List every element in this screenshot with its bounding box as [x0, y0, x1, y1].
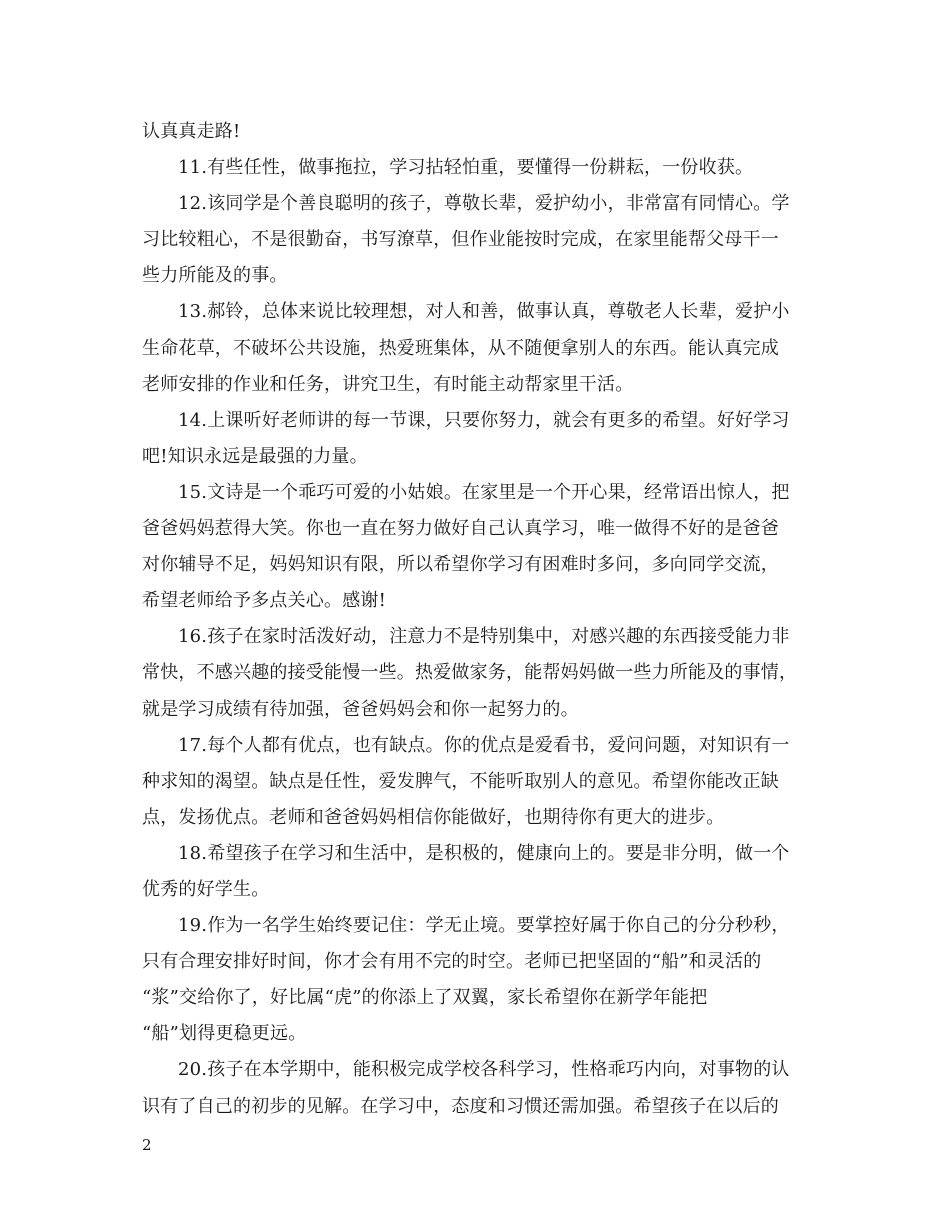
- text-line: 生命花草，不破坏公共设施，热爱班集体，从不随便拿别人的东西。能认真完成: [142, 337, 779, 359]
- text-line: 18.希望孩子在学习和生活中，是积极的，健康向上的。要是非分明，做一个: [178, 842, 790, 864]
- text-line: 16.孩子在家时活泼好动，注意力不是特别集中，对感兴趣的东西接受能力非: [178, 626, 790, 648]
- text-line: 习比较粗心，不是很勤奋，书写潦草，但作业能按时完成，在家里能帮父母干一: [142, 229, 779, 251]
- text-line: 19.作为一名学生始终要记住：学无止境。要掌控好属于你自己的分分秒秒，: [178, 915, 790, 937]
- text-line: 种求知的渴望。缺点是任性，爱发脾气，不能听取别人的意见。希望你能改正缺: [142, 770, 779, 792]
- page-number: 2: [142, 1136, 152, 1154]
- text-line: “船”划得更稳更远。: [142, 1023, 307, 1045]
- text-line: 些力所能及的事。: [142, 265, 288, 287]
- text-line: 优秀的好学生。: [142, 878, 270, 900]
- text-line: “浆”交给你了，好比属“虎”的你添上了双翼，家长希望你在新学年能把: [142, 987, 708, 1009]
- text-line: 对你辅导不足，妈妈知识有限，所以希望你学习有困难时多问，多向同学交流，: [142, 554, 779, 576]
- text-line: 17.每个人都有优点，也有缺点。你的优点是爱看书，爱问问题，对知识有一: [178, 734, 790, 756]
- text-line: 吧!知识永远是最强的力量。: [142, 445, 368, 467]
- text-line: 识有了自己的初步的见解。在学习中，态度和习惯还需加强。希望孩子在以后的: [142, 1095, 779, 1117]
- text-line: 认真真走路!: [142, 121, 241, 142]
- text-line: 点，发扬优点。老师和爸爸妈妈相信你能做好，也期待你有更大的进步。: [142, 806, 725, 828]
- text-line: 20.孩子在本学期中，能积极完成学校各科学习，性格乖巧内向，对事物的认: [178, 1059, 790, 1081]
- body-text: [142, 114, 812, 1125]
- text-line: 15.文诗是一个乖巧可爱的小姑娘。在家里是一个开心果，经常语出惊人，把: [178, 481, 790, 503]
- text-line: 13.郝铃，总体来说比较理想，对人和善，做事认真，尊敬老人长辈，爱护小: [178, 301, 790, 323]
- text-line: 14.上课听好老师讲的每一节课，只要你努力，就会有更多的希望。好好学习: [178, 409, 790, 431]
- text-line: 常快，不感兴趣的接受能慢一些。热爱做家务，能帮妈妈做一些力所能及的事情，: [142, 662, 798, 684]
- text-line: 就是学习成绩有待加强，爸爸妈妈会和你一起努力的。: [142, 698, 579, 720]
- text-line: 老师安排的作业和任务，讲究卫生，有时能主动帮家里干活。: [142, 373, 634, 395]
- text-line: 12.该同学是个善良聪明的孩子，尊敬长辈，爱护幼小，非常富有同情心。学: [178, 193, 790, 215]
- text-line: 希望老师给予多点关心。感谢!: [142, 590, 387, 612]
- text-line: 只有合理安排好时间，你才会有用不完的时空。老师已把坚固的“船”和灵活的: [142, 951, 762, 973]
- text-line: 爸爸妈妈惹得大笑。你也一直在努力做好自己认真学习，唯一做得不好的是爸爸: [142, 518, 779, 540]
- text-line: 11.有些任性，做事拖拉，学习拈轻怕重，要懂得一份耕耘，一份收获。: [178, 157, 754, 179]
